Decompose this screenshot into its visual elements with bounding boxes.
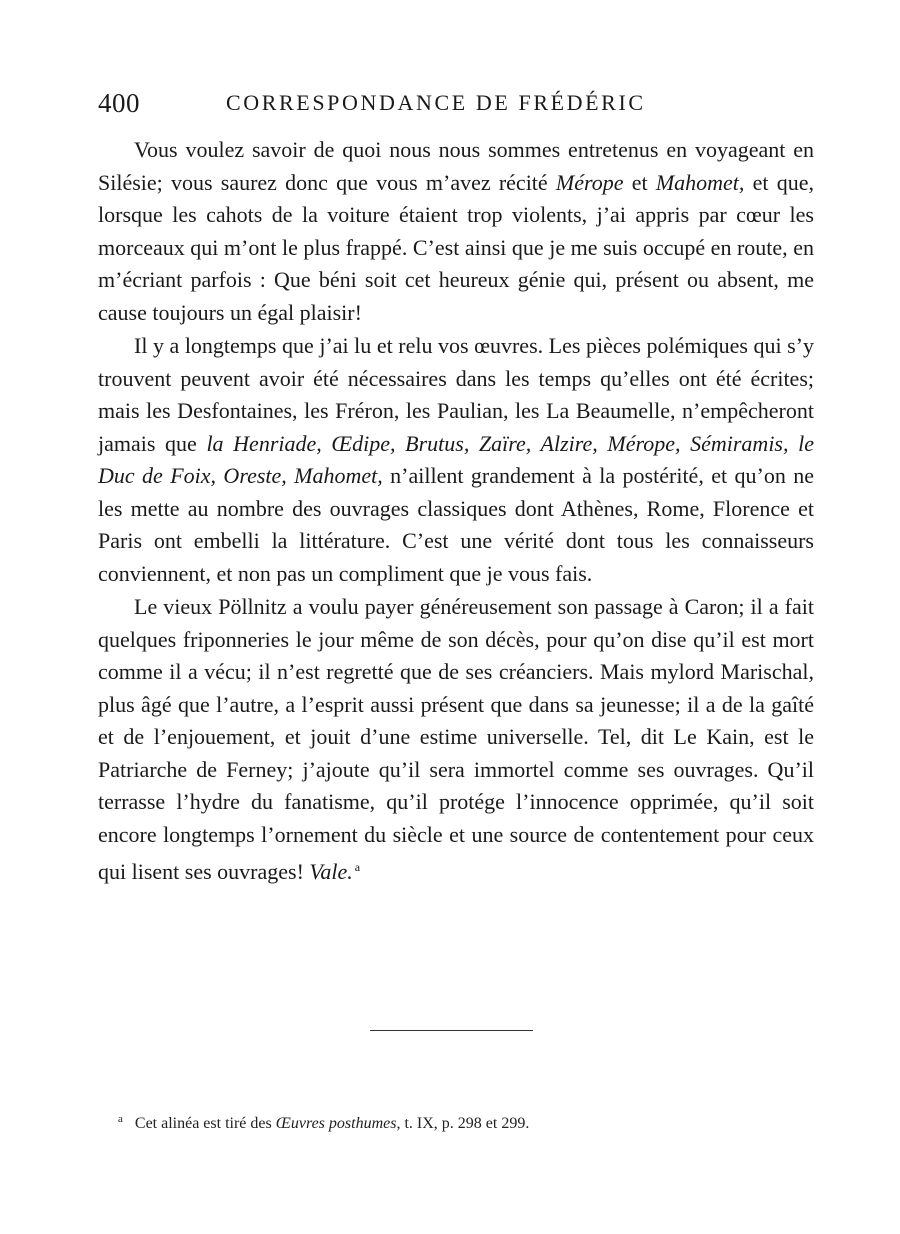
body-text — [98, 134, 814, 889]
italic-text: Mérope — [555, 169, 624, 195]
text-run: Cet alinéa est tiré des — [134, 1115, 276, 1132]
footnote-reference: a — [354, 860, 361, 874]
italic-text: la Henriade, Œdipe, Brutus, Zaïre, Alzire, Mérope, Sémiramis, le Duc de Foix, Oreste, Mahomet, — [98, 430, 814, 488]
italic-text: Mahomet, — [655, 169, 745, 195]
running-title: CORRESPONDANCE DE FRÉDÉRIC — [226, 90, 646, 115]
paragraph-1 — [98, 134, 814, 329]
italic-text: Vale. — [309, 859, 353, 884]
text-run: n’aillent grandement à la postérité, et qu’on ne les mette au nombre des ouvrages classiques dont Athènes, Rome, Florence et Paris ont embelli la littérature. C’est une vérité dont tous les connaisseurs conviennent, et non pas un compliment que je vous fais. — [98, 463, 814, 586]
text-run: et que, lorsque les cahots de la voiture étaient trop violents, j’ai appris par cœur les morceaux qui m’ont le plus frappé. C’est ainsi que je me suis occupé en route, en m’écriant parfois : Que béni soit cet heureux génie qui, présent ou absent, me cause toujours un égal plaisir! — [98, 169, 814, 325]
text-run: , t. IX, p. 298 et 299. — [396, 1115, 530, 1132]
footnote — [118, 1108, 818, 1135]
italic-text: Œuvres posthumes — [275, 1115, 397, 1132]
text-run: Le vieux Pöllnitz a voulu payer généreusement son passage à Caron; il a fait quelques friponneries le jour même de son décès, pour qu’on dise qu’il est mort comme il a vécu; il n’est regretté que de ses créanciers. Mais mylord Marischal, plus âgé que l’autre, a l’esprit aussi présent que dans sa jeunesse; il a de la gaîté et de l’enjouement, et jouit d’une estime universelle. Tel, dit Le Kain, est le Patriarche de Ferney; j’ajoute qu’il sera immortel comme ses ouvrages. Qu’il terrasse l’hydre du fanatisme, qu’il protége l’innocence opprimée, qu’il soit encore longtemps l’ornement du siècle et une source de contentement pour ceux qui lisent ses ouvrages! — [98, 594, 814, 884]
paragraph-2 — [98, 330, 814, 590]
page-number: 400 — [98, 88, 140, 118]
text-run: Il y a longtemps que j’ai lu et relu vos œuvres. Les pièces polémiques qui s’y trouvent peuvent avoir été nécessaires dans les temps qu’elles ont été écrites; mais les Desfontaines, les Fréron, les Paulian, les La Beaumelle, n’empêcheront jamais que — [98, 333, 814, 456]
footnote-marker: a — [118, 1113, 123, 1125]
paragraph-3 — [98, 591, 814, 889]
text-run: et — [623, 169, 656, 195]
footnote-separator — [370, 1030, 533, 1031]
running-head — [98, 88, 818, 124]
footnote-text — [135, 1115, 529, 1132]
text-run: Vous voulez savoir de quoi nous nous sommes entretenus en voyageant en Silésie; vous saurez donc que vous m’avez récité — [98, 137, 814, 195]
